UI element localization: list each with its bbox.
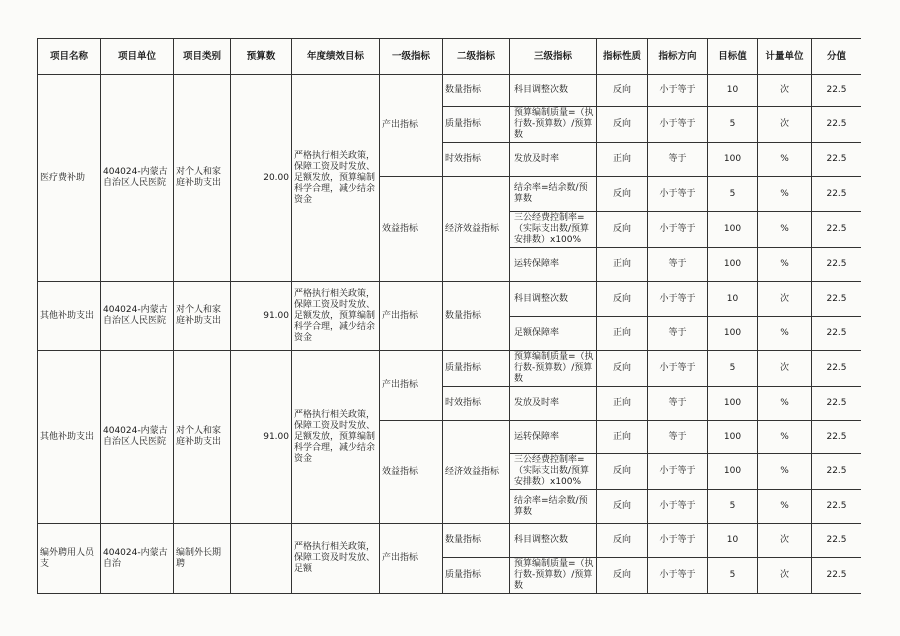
score-cell: 22.5: [812, 177, 862, 212]
nature-cell: 反向: [597, 177, 648, 212]
direction-cell: 小于等于: [648, 558, 708, 594]
level2-indicator-cell: 数量指标: [443, 524, 510, 558]
budget-cell: 91.00: [231, 282, 292, 351]
score-cell: 22.5: [812, 454, 862, 490]
nature-cell: 反向: [597, 524, 648, 558]
target-value-cell: 100: [708, 387, 758, 421]
level3-indicator-cell: 结余率=结余数/预算数: [510, 490, 597, 524]
target-value-cell: 5: [708, 351, 758, 387]
table-row: [38, 75, 862, 107]
target-value-cell: 100: [708, 317, 758, 351]
project-name-cell: 其他补助支出: [38, 351, 101, 524]
measure-unit-cell: 次: [758, 75, 812, 107]
direction-cell: 小于等于: [648, 454, 708, 490]
level2-indicator-cell: 质量指标: [443, 107, 510, 143]
score-cell: 22.5: [812, 317, 862, 351]
level3-indicator-cell: 三公经费控制率=（实际支出数/预算安排数）x100%: [510, 454, 597, 490]
target-value-cell: 5: [708, 107, 758, 143]
level2-indicator-cell: 时效指标: [443, 143, 510, 177]
column-header: 项目单位: [101, 39, 174, 75]
performance-goal-table: [37, 38, 861, 594]
target-value-cell: 5: [708, 558, 758, 594]
level3-indicator-cell: 科目调整次数: [510, 524, 597, 558]
level1-indicator-cell: 效益指标: [380, 177, 443, 282]
column-header: 预算数: [231, 39, 292, 75]
project-category-cell: 对个人和家庭补助支出: [174, 351, 231, 524]
project-unit-cell: 404024-内蒙古自治区人民医院: [101, 75, 174, 282]
column-header: 年度绩效目标: [292, 39, 380, 75]
measure-unit-cell: %: [758, 212, 812, 248]
project-name-cell: 编外聘用人员支: [38, 524, 101, 594]
table-header-row: [38, 39, 862, 75]
score-cell: 22.5: [812, 248, 862, 282]
goal-cell: 严格执行相关政策，保障工资及时发放、足额: [292, 524, 380, 594]
goal-cell: 严格执行相关政策，保障工资及时发放、足额发放，预算编制科学合理，减少结余资金: [292, 75, 380, 282]
score-cell: 22.5: [812, 490, 862, 524]
column-header: 二级指标: [443, 39, 510, 75]
level3-indicator-cell: 科目调整次数: [510, 282, 597, 317]
level3-indicator-cell: 发放及时率: [510, 387, 597, 421]
level3-indicator-cell: 运转保障率: [510, 248, 597, 282]
score-cell: 22.5: [812, 75, 862, 107]
nature-cell: 反向: [597, 107, 648, 143]
score-cell: 22.5: [812, 212, 862, 248]
column-header: 分值: [812, 39, 862, 75]
level1-indicator-cell: 产出指标: [380, 351, 443, 421]
level3-indicator-cell: 预算编制质量=（执行数-预算数）/预算数: [510, 558, 597, 594]
score-cell: 22.5: [812, 351, 862, 387]
level3-indicator-cell: 科目调整次数: [510, 75, 597, 107]
table-row: [38, 351, 862, 387]
level3-indicator-cell: 足额保障率: [510, 317, 597, 351]
nature-cell: 正向: [597, 143, 648, 177]
column-header: 目标值: [708, 39, 758, 75]
direction-cell: 等于: [648, 143, 708, 177]
nature-cell: 反向: [597, 282, 648, 317]
level1-indicator-cell: 效益指标: [380, 421, 443, 524]
direction-cell: 等于: [648, 421, 708, 454]
measure-unit-cell: %: [758, 454, 812, 490]
target-value-cell: 10: [708, 524, 758, 558]
level3-indicator-cell: 三公经费控制率=（实际支出数/预算安排数）x100%: [510, 212, 597, 248]
measure-unit-cell: 次: [758, 282, 812, 317]
nature-cell: 反向: [597, 454, 648, 490]
project-name-cell: 其他补助支出: [38, 282, 101, 351]
project-category-cell: 对个人和家庭补助支出: [174, 75, 231, 282]
measure-unit-cell: %: [758, 143, 812, 177]
target-value-cell: 10: [708, 75, 758, 107]
score-cell: 22.5: [812, 524, 862, 558]
level2-indicator-cell: 数量指标: [443, 282, 510, 351]
nature-cell: 反向: [597, 75, 648, 107]
goal-cell: 严格执行相关政策，保障工资及时发放、足额发放，预算编制科学合理，减少结余资金: [292, 351, 380, 524]
score-cell: 22.5: [812, 421, 862, 454]
level2-indicator-cell: 时效指标: [443, 387, 510, 421]
direction-cell: 等于: [648, 248, 708, 282]
project-unit-cell: 404024-内蒙古自治: [101, 524, 174, 594]
budget-cell: 20.00: [231, 75, 292, 282]
measure-unit-cell: %: [758, 248, 812, 282]
level2-indicator-cell: 经济效益指标: [443, 177, 510, 282]
nature-cell: 反向: [597, 558, 648, 594]
project-name-cell: 医疗费补助: [38, 75, 101, 282]
level3-indicator-cell: 预算编制质量=（执行数-预算数）/预算数: [510, 351, 597, 387]
column-header: 项目名称: [38, 39, 101, 75]
budget-cell: [231, 524, 292, 594]
target-value-cell: 100: [708, 143, 758, 177]
column-header: 三级指标: [510, 39, 597, 75]
table-container: [37, 38, 861, 596]
project-unit-cell: 404024-内蒙古自治区人民医院: [101, 282, 174, 351]
level2-indicator-cell: 经济效益指标: [443, 421, 510, 524]
target-value-cell: 100: [708, 454, 758, 490]
direction-cell: 小于等于: [648, 490, 708, 524]
measure-unit-cell: %: [758, 490, 812, 524]
level1-indicator-cell: 产出指标: [380, 75, 443, 177]
direction-cell: 等于: [648, 387, 708, 421]
target-value-cell: 10: [708, 282, 758, 317]
measure-unit-cell: 次: [758, 524, 812, 558]
column-header: 指标性质: [597, 39, 648, 75]
level1-indicator-cell: 产出指标: [380, 524, 443, 594]
measure-unit-cell: %: [758, 421, 812, 454]
nature-cell: 反向: [597, 351, 648, 387]
target-value-cell: 5: [708, 490, 758, 524]
level3-indicator-cell: 结余率=结余数/预算数: [510, 177, 597, 212]
nature-cell: 正向: [597, 248, 648, 282]
measure-unit-cell: %: [758, 317, 812, 351]
column-header: 计量单位: [758, 39, 812, 75]
nature-cell: 正向: [597, 317, 648, 351]
measure-unit-cell: %: [758, 387, 812, 421]
target-value-cell: 100: [708, 212, 758, 248]
goal-cell: 严格执行相关政策，保障工资及时发放、足额发放，预算编制科学合理，减少结余资金: [292, 282, 380, 351]
budget-cell: 91.00: [231, 351, 292, 524]
measure-unit-cell: 次: [758, 107, 812, 143]
score-cell: 22.5: [812, 558, 862, 594]
column-header: 项目类别: [174, 39, 231, 75]
level3-indicator-cell: 发放及时率: [510, 143, 597, 177]
nature-cell: 反向: [597, 212, 648, 248]
level3-indicator-cell: 预算编制质量=（执行数-预算数）/预算数: [510, 107, 597, 143]
direction-cell: 小于等于: [648, 75, 708, 107]
target-value-cell: 100: [708, 248, 758, 282]
column-header: 指标方向: [648, 39, 708, 75]
score-cell: 22.5: [812, 143, 862, 177]
project-category-cell: 编制外长期聘: [174, 524, 231, 594]
direction-cell: 小于等于: [648, 107, 708, 143]
level2-indicator-cell: 数量指标: [443, 75, 510, 107]
nature-cell: 正向: [597, 421, 648, 454]
direction-cell: 小于等于: [648, 282, 708, 317]
direction-cell: 小于等于: [648, 524, 708, 558]
table-row: [38, 282, 862, 317]
direction-cell: 小于等于: [648, 177, 708, 212]
level2-indicator-cell: 质量指标: [443, 558, 510, 594]
score-cell: 22.5: [812, 282, 862, 317]
measure-unit-cell: %: [758, 177, 812, 212]
measure-unit-cell: 次: [758, 558, 812, 594]
target-value-cell: 100: [708, 421, 758, 454]
direction-cell: 小于等于: [648, 212, 708, 248]
project-unit-cell: 404024-内蒙古自治区人民医院: [101, 351, 174, 524]
score-cell: 22.5: [812, 107, 862, 143]
measure-unit-cell: 次: [758, 351, 812, 387]
level3-indicator-cell: 运转保障率: [510, 421, 597, 454]
target-value-cell: 5: [708, 177, 758, 212]
nature-cell: 反向: [597, 490, 648, 524]
project-category-cell: 对个人和家庭补助支出: [174, 282, 231, 351]
direction-cell: 小于等于: [648, 351, 708, 387]
column-header: 一级指标: [380, 39, 443, 75]
level1-indicator-cell: 产出指标: [380, 282, 443, 351]
table-body: [38, 75, 862, 594]
score-cell: 22.5: [812, 387, 862, 421]
table-row: [38, 524, 862, 558]
direction-cell: 等于: [648, 317, 708, 351]
level2-indicator-cell: 质量指标: [443, 351, 510, 387]
nature-cell: 正向: [597, 387, 648, 421]
